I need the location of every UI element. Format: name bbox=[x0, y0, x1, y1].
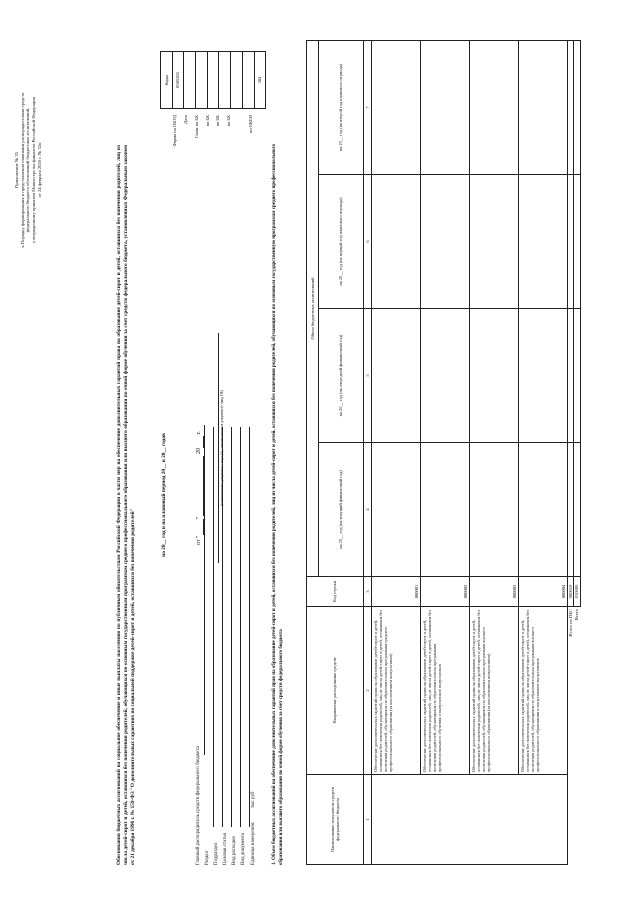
param-grbs-label: Главный распорядитель средств федерального бюджета bbox=[196, 746, 201, 865]
value-cell bbox=[574, 443, 580, 577]
value-cell bbox=[519, 41, 568, 175]
value-cell bbox=[470, 443, 519, 577]
col-number: 5 bbox=[364, 309, 372, 443]
code-okud-value: 0505385 bbox=[172, 52, 184, 109]
value-cell bbox=[519, 309, 568, 443]
col-number: 2 bbox=[364, 607, 372, 775]
header-volume: Объем бюджетных ассигнований bbox=[307, 41, 319, 577]
subtotal-code: 000010 bbox=[568, 577, 574, 607]
code-label-bk: по БК bbox=[226, 115, 231, 127]
header-recipient: Наименование получателя средств федерального бюджета bbox=[307, 775, 364, 865]
units-value: тыс руб bbox=[251, 791, 256, 808]
direction-cell: Обеспечение дополнительных гарантий права на образование детей-сирот и детей, оставшихся без попечения родителей, лиц из числа детей-сирот и детей, оставшихся без попечения родителей, обучающихся по образовательным программам высшего профессионального образования и выпускников выпускников bbox=[519, 607, 568, 775]
budget-table bbox=[306, 39, 581, 865]
code-bk-value bbox=[207, 52, 219, 109]
date-year-prefix: 20 bbox=[196, 448, 202, 455]
codes-header: Коды bbox=[161, 52, 173, 109]
value-cell bbox=[372, 175, 421, 309]
col-number: 6 bbox=[364, 175, 372, 309]
recipient-cell bbox=[372, 775, 568, 865]
table-row bbox=[519, 41, 568, 865]
col-number: 1 bbox=[364, 775, 372, 865]
value-cell bbox=[470, 309, 519, 443]
header-direction: Направление расходования средств bbox=[307, 607, 364, 775]
value-cell bbox=[421, 443, 470, 577]
row-code: 000002 bbox=[421, 577, 470, 607]
units-label: Единица измерения: bbox=[251, 821, 256, 865]
code-blank-value bbox=[242, 52, 254, 109]
appendix-line: федерального бюджета обоснований бюджетных ассигнований, bbox=[25, 107, 31, 233]
header-year-plan1: на 20__ год (на первый год планового периода) bbox=[319, 175, 364, 309]
table-row bbox=[470, 41, 519, 865]
value-cell bbox=[470, 41, 519, 175]
value-cell bbox=[574, 175, 580, 309]
direction-cell: Обеспечение дополнительных гарантий права на образование детей-сирот и детей, оставшихся без попечения родителей, лиц из числа детей-сирот и детей, оставшихся без попечения родителей, обучающихся по образовательным программам профессионального обучения и выпускников выпускников bbox=[421, 607, 470, 775]
code-label-date: Дата bbox=[183, 115, 188, 124]
code-okei-value: 384 bbox=[254, 52, 266, 109]
appendix-line: утвержденному приказом Министерства финансов Российской Федерации bbox=[31, 97, 37, 243]
value-cell bbox=[574, 41, 580, 175]
value-cell bbox=[421, 41, 470, 175]
value-cell bbox=[372, 309, 421, 443]
code-label-okei: по ОКЕИ bbox=[248, 115, 253, 134]
appendix-header bbox=[14, 45, 43, 295]
param-grbs-line bbox=[196, 425, 205, 755]
value-cell bbox=[421, 175, 470, 309]
appendix-line: к Порядку формирования и представления главными распорядителями средств bbox=[19, 92, 25, 248]
value-cell bbox=[372, 41, 421, 175]
col-number: 3 bbox=[364, 577, 372, 607]
row-code: 000001 bbox=[372, 577, 421, 607]
subtotal-label: Итого по ПБС bbox=[568, 609, 574, 637]
code-bk-value bbox=[231, 52, 243, 109]
param-doctype-line bbox=[241, 427, 250, 827]
header-code: Код строки bbox=[307, 577, 364, 607]
appendix-number: Приложение № 35 bbox=[14, 152, 19, 188]
code-label-glava: Глава по БК bbox=[194, 115, 199, 139]
code-date-value bbox=[184, 52, 196, 109]
codes-box bbox=[160, 51, 266, 109]
param-target-label: Целевая статья bbox=[223, 833, 228, 865]
header-year-plan2: на 20__ год (на второй год планового периода) bbox=[319, 41, 364, 175]
code-glava-value bbox=[196, 52, 208, 109]
param-subsection-label: Подраздел bbox=[214, 842, 219, 865]
total-label: Всего bbox=[574, 609, 580, 621]
total-row bbox=[574, 41, 580, 865]
value-cell bbox=[574, 309, 580, 443]
param-doctype-label: Вид документа bbox=[241, 832, 246, 865]
form-period: на 20__ год и на плановый период 20__ и 20__ годов bbox=[161, 433, 167, 557]
param-expense-line bbox=[232, 427, 241, 827]
table-row bbox=[372, 41, 421, 865]
appendix-line: от 24 февраля 2020 г. № 32н bbox=[36, 142, 42, 198]
date-mid: " bbox=[196, 517, 202, 520]
col-number: 4 bbox=[364, 443, 372, 577]
param-target-line bbox=[223, 427, 232, 827]
date-prefix: от " bbox=[196, 535, 202, 545]
total-code: 010000 bbox=[574, 577, 580, 607]
header-year-next: на 20__ год (на очередной финансовый год) bbox=[319, 309, 364, 443]
form-title: Обоснования бюджетных ассигнований на социальное обеспечение и иные выплаты населению по публичным обязательствам Российской Федерации в части мер на обеспечение дополнительных гарантий права на образование детей-сирот и детей, оставшихся без попечения родителей, лиц из числа детей-сирот и детей, оставшихся без попечения родителей, обучающихся по основным государственным программам среднего профессионального образования или высшего образования по очной форме обучения за счет средств федерального бюджета, установленных Федеральным законом от 21 декабря 1996 г. № 159-ФЗ "О дополнительных гарантиях по социальной поддержке детей-сирот и детей, оставшихся без попечения родителей" bbox=[116, 145, 136, 865]
value-cell bbox=[470, 175, 519, 309]
param-expense-label: Вид расходов bbox=[232, 836, 237, 865]
code-bk-value bbox=[219, 52, 231, 109]
value-cell bbox=[519, 175, 568, 309]
param-section-label: Раздел bbox=[205, 850, 210, 865]
direction-cell: Обеспечение дополнительных гарантий права на образование детей-сирот и детей, оставшихся без попечения родителей, лиц из числа детей-сирот и детей, оставшихся без попечения родителей, обучающихся по образовательным программам среднего профессионального образования (за исключением выпускников) bbox=[372, 607, 421, 775]
direction-cell: Обеспечение дополнительных гарантий права на образование детей-сирот и детей, оставшихся без попечения родителей, лиц из числа детей-сирот и детей, оставшихся без попечения родителей, обучающихся по образовательным программам высшего профессионального образования (за исключением выпускников) bbox=[470, 607, 519, 775]
param-subsection-line bbox=[214, 427, 223, 827]
row-code: 000004 bbox=[519, 577, 568, 607]
code-label-bk: по БК bbox=[205, 115, 210, 127]
param-section-line bbox=[205, 427, 214, 827]
value-cell bbox=[421, 309, 470, 443]
code-label-okud: Форма по ОКУД bbox=[172, 115, 177, 147]
code-label-bk: по БК bbox=[215, 115, 220, 127]
value-cell bbox=[372, 443, 421, 577]
header-year-current: на 20__ год (на текущий финансовый год) bbox=[319, 443, 364, 577]
row-code: 000003 bbox=[470, 577, 519, 607]
col-number: 7 bbox=[364, 41, 372, 175]
date-suffix: г. bbox=[196, 431, 202, 435]
table-row bbox=[421, 41, 470, 865]
signature-caption: (наименование документа - кода (п) - наименования в документе)- (вид ОБ) bbox=[218, 333, 224, 563]
value-cell bbox=[519, 443, 568, 577]
section-heading: 1. Объем бюджетных ассигнований на обеспечение дополнительных гарантий прав на образование детей-сирот и детей, оставшихся без попечения родителей, лиц из числа детей-сирот и детей, оставшихся без попечения родителей, обучающихся по основным государственную программам среднего профессионального образования или высшего образования по очной форме обучения за счет средств федерального бюджета bbox=[272, 143, 284, 865]
